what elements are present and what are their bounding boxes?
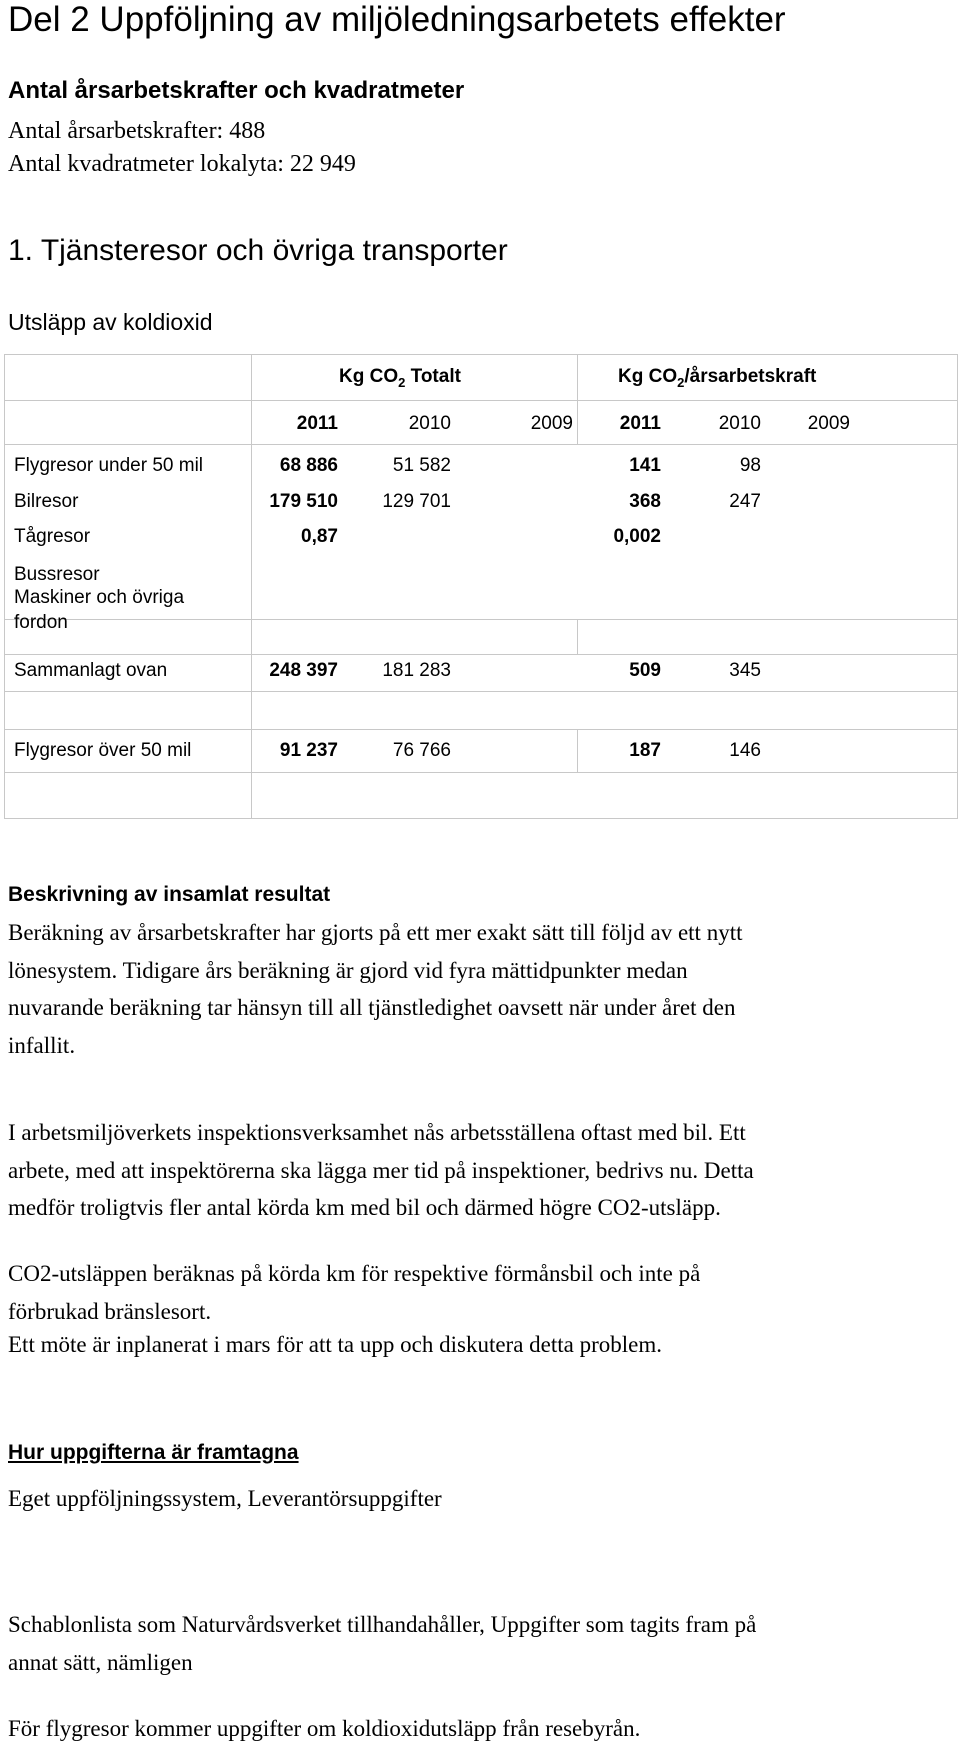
year-per-2010: 2010	[718, 413, 761, 434]
table-rule	[4, 654, 958, 655]
table-rule	[4, 818, 958, 819]
row-label: Bilresor	[14, 491, 79, 512]
table-rule	[577, 354, 578, 445]
table-rule	[4, 772, 958, 773]
text-line: annat sätt, nämligen	[8, 1649, 193, 1675]
cell-per-2011: 0,002	[613, 526, 661, 547]
row-label-continued: fordon	[14, 612, 68, 633]
row-label: Sammanlagt ovan	[14, 660, 168, 681]
method-paragraph-2	[8, 1606, 953, 1681]
emissions-table	[4, 354, 958, 819]
section-title: 1. Tjänsteresor och övriga transporter	[8, 234, 508, 267]
method-heading: Hur uppgifterna är framtagna	[8, 1441, 299, 1464]
description-paragraph-2	[8, 1114, 953, 1227]
workforce-count: Antal årsarbetskrafter: 488	[8, 118, 266, 144]
workforce-heading: Antal årsarbetskrafter och kvadratmeter	[8, 77, 465, 104]
row-label: Tågresor	[14, 526, 91, 547]
row-label: Flygresor över 50 mil	[14, 740, 192, 761]
text-line: Ett möte är inplanerat i mars för att ta upp och diskutera detta problem.	[8, 1332, 663, 1357]
description-paragraph-1	[8, 914, 953, 1064]
cell-per-2010: 146	[729, 740, 761, 761]
text-line: förbrukad bränslesort.	[8, 1298, 212, 1324]
description-paragraph-3	[8, 1255, 953, 1364]
cell-per-2011: 368	[629, 491, 661, 512]
text-line: nuvarande beräkning tar hänsyn till all tjänstledighet oavsett när under året den	[8, 995, 736, 1020]
row-label: Maskiner och övriga	[14, 587, 185, 608]
cell-total-2011: 91 237	[279, 740, 338, 761]
cell-total-2011: 179 510	[269, 491, 338, 512]
cell-total-2010: 181 283	[382, 660, 451, 681]
year-per-2011: 2011	[619, 413, 661, 434]
cell-per-2011: 141	[629, 455, 661, 476]
cell-per-2010: 247	[729, 491, 761, 512]
text-line: arbete, med att inspektörerna ska lägga mer tid på inspektioner, bedrivs nu. Detta	[8, 1157, 754, 1183]
cell-total-2011: 68 886	[279, 455, 338, 476]
cell-per-2011: 509	[629, 660, 661, 681]
text-line: lönesystem. Tidigare års beräkning är gjord vid fyra mättidpunkter medan	[8, 957, 688, 983]
header-per-workforce: Kg $CO_2$/årsarbetskraft	[618, 366, 817, 390]
page-title: Del 2 Uppföljning av miljöledningsarbetets effekter	[8, 0, 786, 39]
table-rule	[4, 354, 958, 355]
table-rule	[4, 444, 958, 445]
table-rule	[577, 619, 578, 655]
text-line: Schablonlista som Naturvårdsverket tillhandahåller, Uppgifter som tagits fram på	[8, 1612, 757, 1637]
year-total-2010: 2010	[408, 413, 451, 434]
table-rule	[4, 729, 958, 730]
cell-total-2010: 51 582	[392, 455, 451, 476]
table-rule	[4, 354, 5, 819]
cell-total-2011: 248 397	[269, 660, 338, 681]
cell-per-2010: 345	[729, 660, 761, 681]
section-subtitle: Utsläpp av koldioxid	[8, 309, 213, 335]
text-line: CO2-utsläppen beräknas på körda km för respektive förmånsbil och inte på	[8, 1261, 701, 1286]
year-total-2011: 2011	[296, 413, 338, 434]
table-rule	[4, 691, 958, 692]
method-line-1: Eget uppföljningssystem, Leverantörsuppgifter	[8, 1486, 442, 1511]
text-line: I arbetsmiljöverkets inspektionsverksamhet nås arbetsställena oftast med bil. Ett	[8, 1120, 746, 1145]
description-heading: Beskrivning av insamlat resultat	[8, 883, 331, 906]
cell-total-2010: 76 766	[392, 740, 451, 761]
row-label: Flygresor under 50 mil	[14, 455, 204, 476]
table-rule	[4, 400, 958, 401]
row-label: Bussresor	[14, 564, 100, 585]
cell-per-2010: 98	[739, 455, 761, 476]
year-total-2009: 2009	[530, 413, 573, 434]
text-line: medför troligtvis fler antal körda km med bil och därmed högre CO2-utsläpp.	[8, 1195, 721, 1220]
cell-total-2010: 129 701	[382, 491, 451, 512]
text-line: infallit.	[8, 1032, 76, 1058]
area-count: Antal kvadratmeter lokalyta: 22 949	[8, 151, 356, 177]
header-total: Kg $CO_2$ Totalt	[339, 366, 461, 390]
table-rule	[957, 354, 958, 819]
method-line-3: För flygresor kommer uppgifter om koldioxidutsläpp från resebyrån.	[8, 1716, 641, 1741]
text-line: Beräkning av årsarbetskrafter har gjorts på ett mer exakt sätt till följd av ett nytt	[8, 920, 743, 945]
cell-total-2011: 0,87	[301, 526, 338, 547]
table-rule	[4, 619, 958, 620]
cell-per-2011: 187	[629, 740, 661, 761]
year-per-2009: 2009	[807, 413, 850, 434]
